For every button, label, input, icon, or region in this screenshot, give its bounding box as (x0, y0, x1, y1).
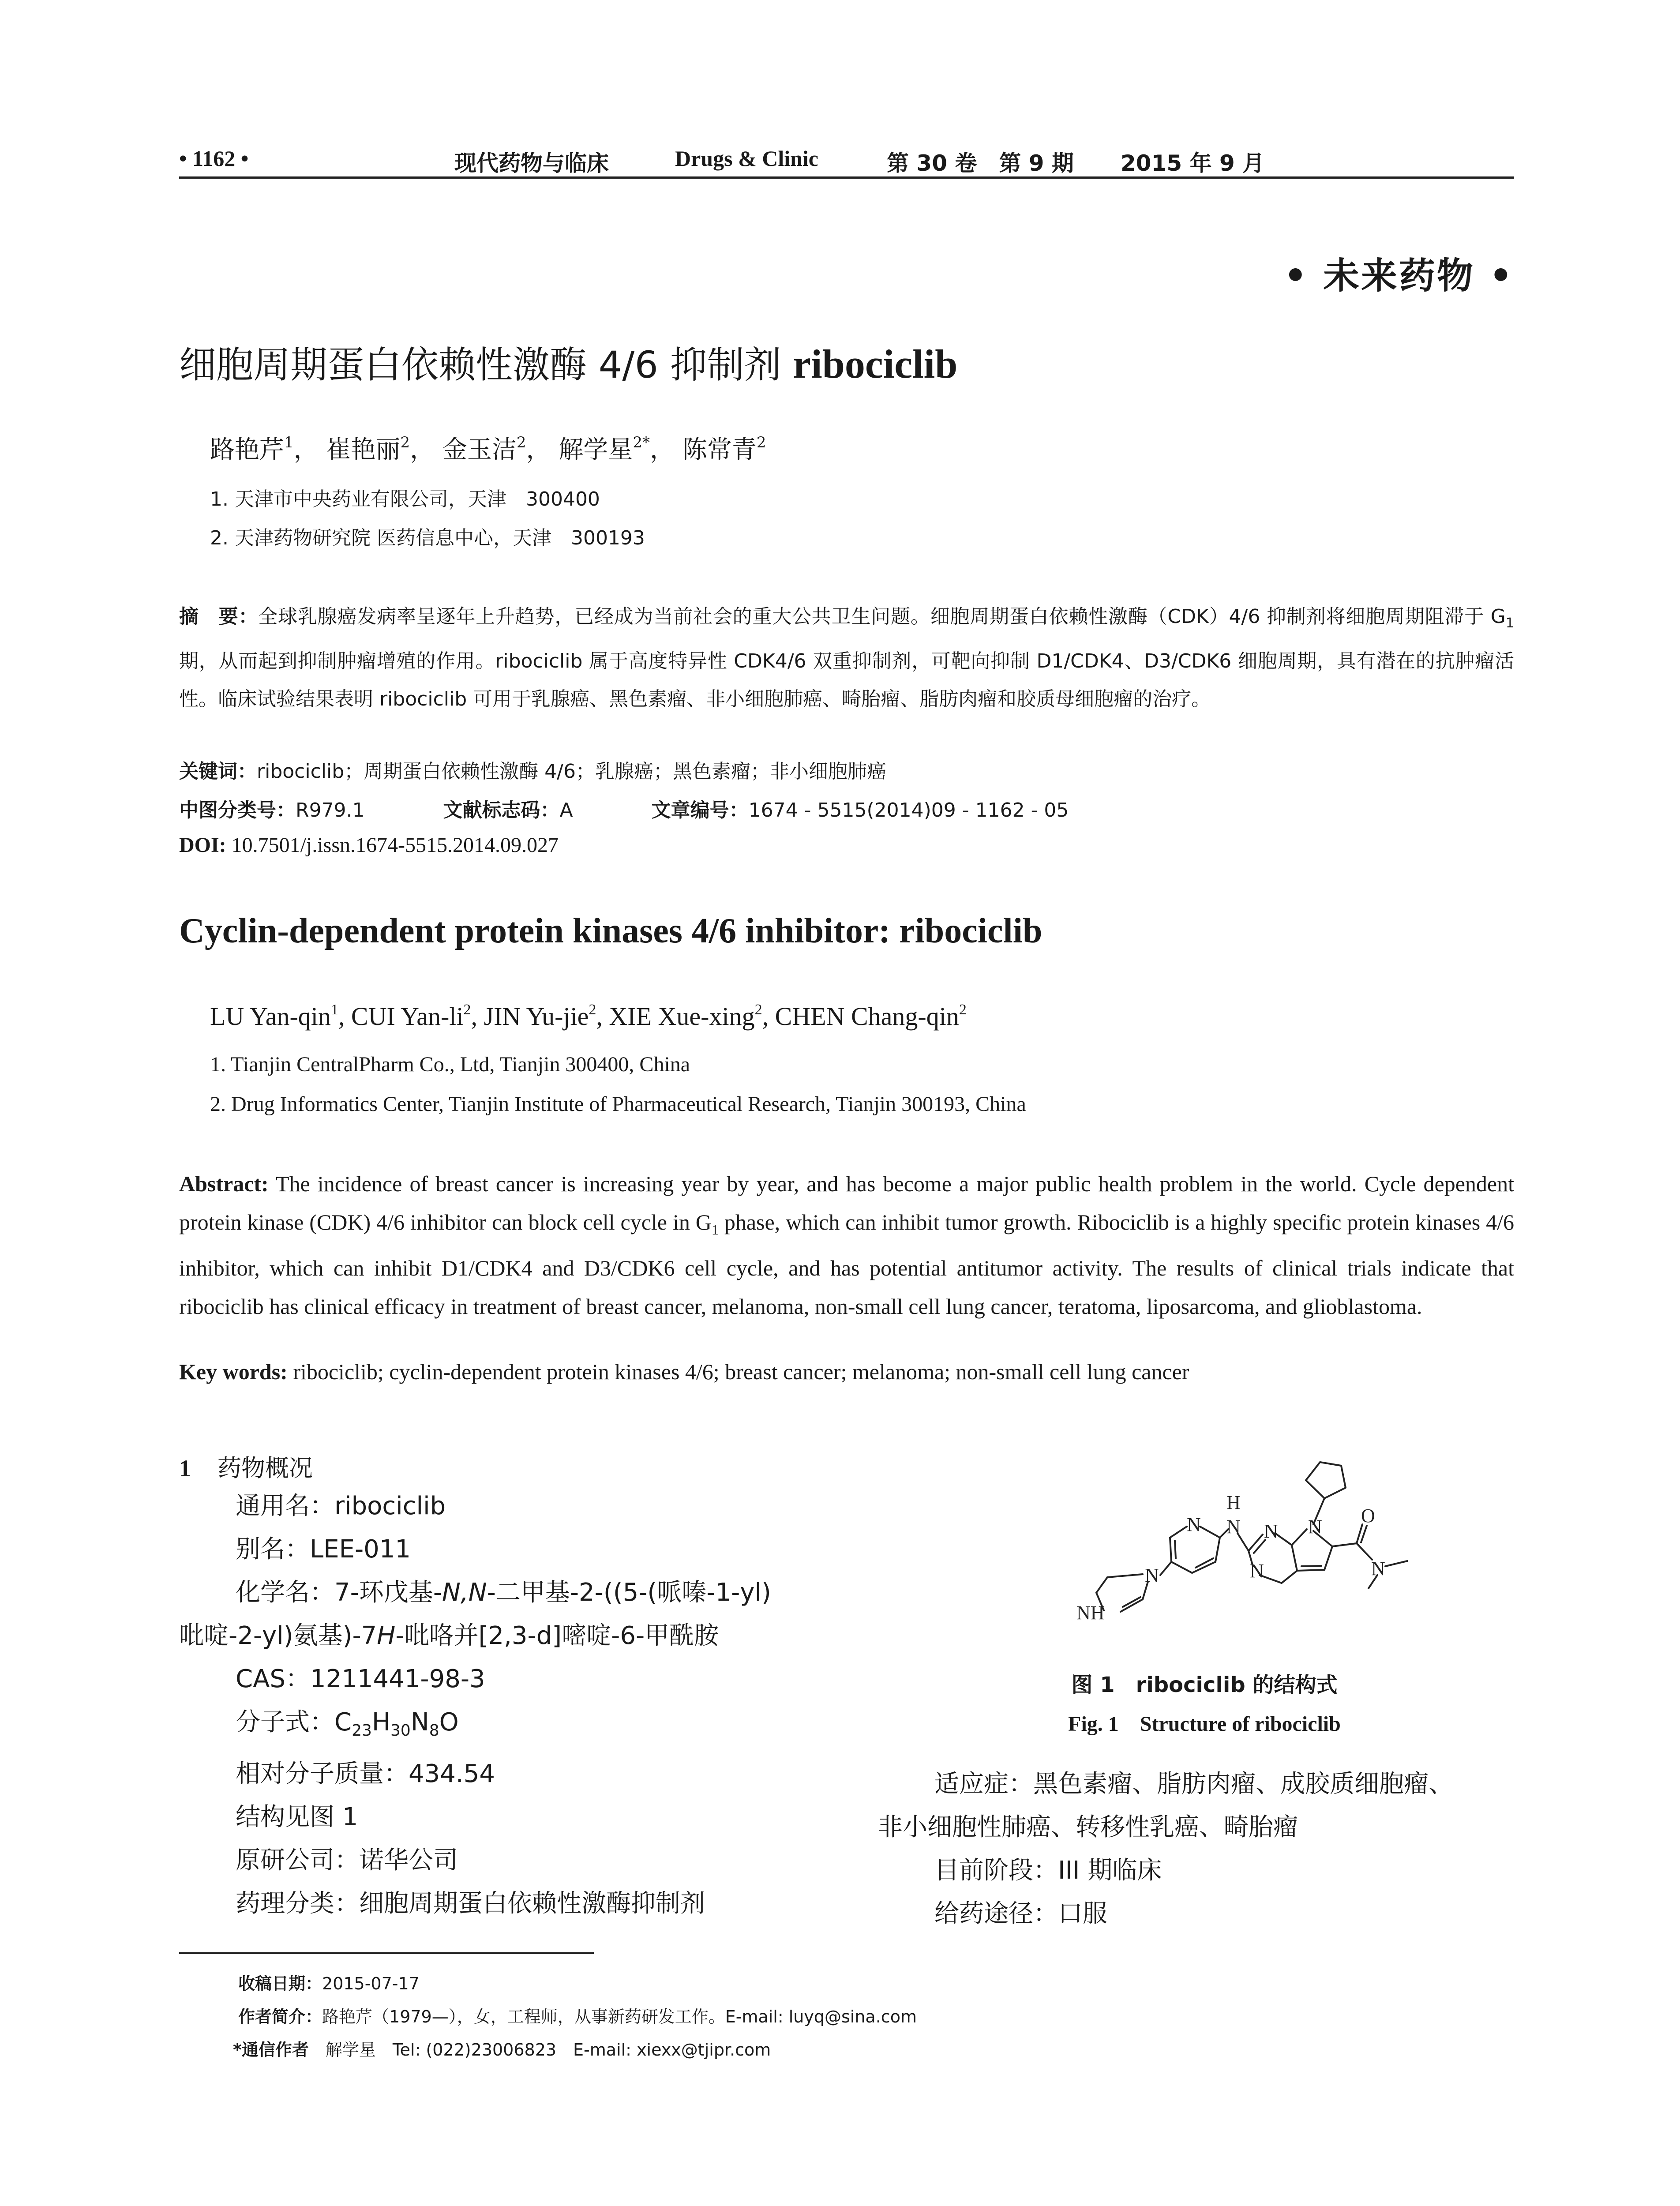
molecular-weight: 相对分子质量：434.54 (236, 1760, 495, 1789)
author-cn: 解学星 (559, 435, 633, 464)
development-phase: 目前阶段：III 期临床 (934, 1856, 1162, 1885)
atom-h-amine: H (1226, 1492, 1241, 1513)
molecular-formula: 分子式：$C_{23}H_{30}N_8O$ (236, 1708, 459, 1740)
atom-o-amide: O (1361, 1505, 1375, 1527)
figure-caption-en: Fig. 1 Structure of ribociclib (1068, 1712, 1341, 1736)
indication-cont: 非小细胞性肺癌、转移性乳癌、畸胎瘤 (878, 1813, 1298, 1842)
author-en: CHEN Chang-qin (775, 1002, 959, 1031)
classification-row: 中图分类号：R979.1 文献标志码：A 文章编号：1674 - 5515(2014)09 - 1162 - 05 (179, 799, 1069, 822)
author-cn: 陈常青 (682, 435, 757, 464)
doi: DOI: 10.7501/j.issn.1674-5515.2014.09.027 (179, 833, 559, 857)
journal-name-en: Drugs & Clinic (675, 146, 818, 171)
atom-n-piperazine: N (1145, 1564, 1159, 1586)
affiliation-cn-1: 1. 天津市中央药业有限公司，天津 300400 (210, 488, 600, 510)
title-cn: 细胞周期蛋白依赖性激酶 4/6 抑制剂 ribociclib (179, 341, 958, 386)
abstract-cn: 摘 要：全球乳腺癌发病率呈逐年上升趋势，已经成为当前社会的重大公共卫生问题。细胞周期蛋白依赖性激酶（CDK）4/6 抑制剂将细胞周期阻滞于 $G_1$ 期，从而起到抑制肿瘤增殖的作用。ribociclib 属于高度特异性 CDK4/6 双重抑制剂，可靶向抑制 D1/CDK4、D3/CDK6 细胞周期，具有潜在的抗肿瘤活性。临床试验结果表明 ribociclib 可用于乳腺癌、黑色素瘤、非小细胞肺癌、畸胎瘤、脂肪肉瘤和胶质母细胞瘤的治疗。 (179, 605, 1514, 710)
abstract-en: Abstract: The incidence of breast cancer is increasing year by year, and has become a major public health problem in the world. Cycle dependent protein kinase (CDK) 4/6 inhibitor can block cell cycle in $G_1$ phase, which can inhibit tumor growth. Ribociclib is a highly specific protein kinases 4/6 inhibitor, which can inhibit D1/CDK4 and D3/CDK6 cell cycle, and has potential antitumor activity. The results of clinical trials indicate that ribociclib has clinical efficacy in treatment of breast cancer, melanoma, non-small cell lung cancer, teratoma, liposarcoma, and glioblastoma. (179, 1171, 1514, 1319)
author-cn: 金玉洁 (442, 435, 517, 464)
footnote-divider (179, 1952, 594, 1954)
chemical-name: 化学名：7-环戊基-N,N-二甲基-2-((5-(哌嗪-1-yl) (236, 1578, 771, 1607)
pharm-class: 药理分类：细胞周期蛋白依赖性激酶抑制剂 (236, 1889, 705, 1918)
author-en: JIN Yu-jie (484, 1002, 589, 1031)
route-of-administration: 给药途径：口服 (934, 1899, 1107, 1928)
atom-n-pyrrole: N (1308, 1516, 1322, 1538)
drug-overview-right (878, 1763, 1518, 1936)
chemical-name-cont: 吡啶-2-yl)氨基)-7H-吡咯并[2,3-d]嘧啶-6-甲酰胺 (179, 1621, 719, 1650)
running-header (179, 140, 1514, 179)
structure-ref: 结构见图 1 (236, 1803, 358, 1832)
keywords-en: Key words: ribociclib; cyclin-dependent protein kinases 4/6; breast cancer; melanoma; non-small cell lung cancer (179, 1359, 1189, 1384)
generic-name: 通用名：ribociclib (236, 1492, 446, 1520)
author-en: LU Yan-qin (210, 1002, 331, 1031)
authors-en: LU Yan-qin$^1$, CUI Yan-$li^2$, JIN Yu-jie$^2$, XIE Xue-xing$^2$, CHEN Chang-qin$^2$ (210, 1002, 967, 1031)
indication: 适应症：黑色素瘤、脂肪肉瘤、成胶质细胞瘤、 (934, 1770, 1453, 1798)
author-cn: 崔艳丽 (326, 435, 401, 464)
figure-caption-cn: 图 1 ribociclib 的结构式 (1071, 1673, 1338, 1697)
author-cn: 路艳芹 (210, 435, 284, 464)
alias: 别名：LEE-011 (236, 1535, 411, 1564)
originator: 原研公司：诺华公司 (236, 1846, 458, 1875)
keywords-cn: 关键词：ribociclib；周期蛋白依赖性激酶 4/6；乳腺癌；黑色素瘤；非小细胞肺癌 (179, 760, 886, 783)
page-number: • 1162 • (179, 146, 249, 171)
section-heading: 1 药物概况 (179, 1454, 313, 1482)
atom-n-pyrimidine-1: N (1264, 1520, 1278, 1542)
ribociclib-structure (993, 1443, 1416, 1646)
affiliation-en-2: 2. Drug Informatics Center, Tianjin Institute of Pharmaceutical Research, Tianjin 300193, China (210, 1092, 1026, 1116)
cyclopentyl-ring (1306, 1462, 1346, 1498)
atom-n-pyridine: N (1187, 1514, 1201, 1535)
journal-name-cn: 现代药物与临床 (454, 150, 609, 176)
title-en: Cyclin-dependent protein kinases 4/6 inhibitor: ribociclib (179, 912, 1042, 950)
author-en: XIE Xue-xing (609, 1002, 755, 1031)
author-en: CUI Yan-li (351, 1002, 464, 1031)
atom-n-pyrimidine-2: N (1250, 1560, 1264, 1582)
cas-number: CAS：1211441-98-3 (236, 1665, 485, 1693)
section-tag: • 未来药物 • (1284, 255, 1514, 297)
footnote-corresponding: *通信作者 解学星 Tel: (022)23006823 E-mail: xiexx@tjipr.com (233, 2040, 771, 2060)
footnote-received: 收稿日期：2015-07-17 (238, 1974, 420, 1993)
atom-n-amine: N (1226, 1516, 1241, 1538)
authors-cn: 路艳芹$^1$， 崔艳丽$^2$， 金玉洁$^2$， 解学星$^{2*}$， 陈常青$^2$ (210, 434, 766, 464)
affiliation-en-1: 1. Tianjin CentralPharm Co., Ltd, Tianjin 300400, China (210, 1053, 690, 1076)
drug-overview-left (179, 1485, 832, 1925)
footnote-author: 作者简介：路艳芹（1979—），女，工程师，从事新药研发工作。E-mail: luyq@sina.com (238, 2007, 917, 2026)
atom-nh-piperazine: NH (1076, 1602, 1105, 1624)
atom-n-amide: N (1371, 1558, 1385, 1579)
journal-issue: 第 30 卷 第 9 期 (887, 150, 1074, 176)
journal-date: 2015 年 9 月 (1121, 150, 1265, 176)
affiliation-cn-2: 2. 天津药物研究院 医药信息中心，天津 300193 (210, 527, 645, 549)
